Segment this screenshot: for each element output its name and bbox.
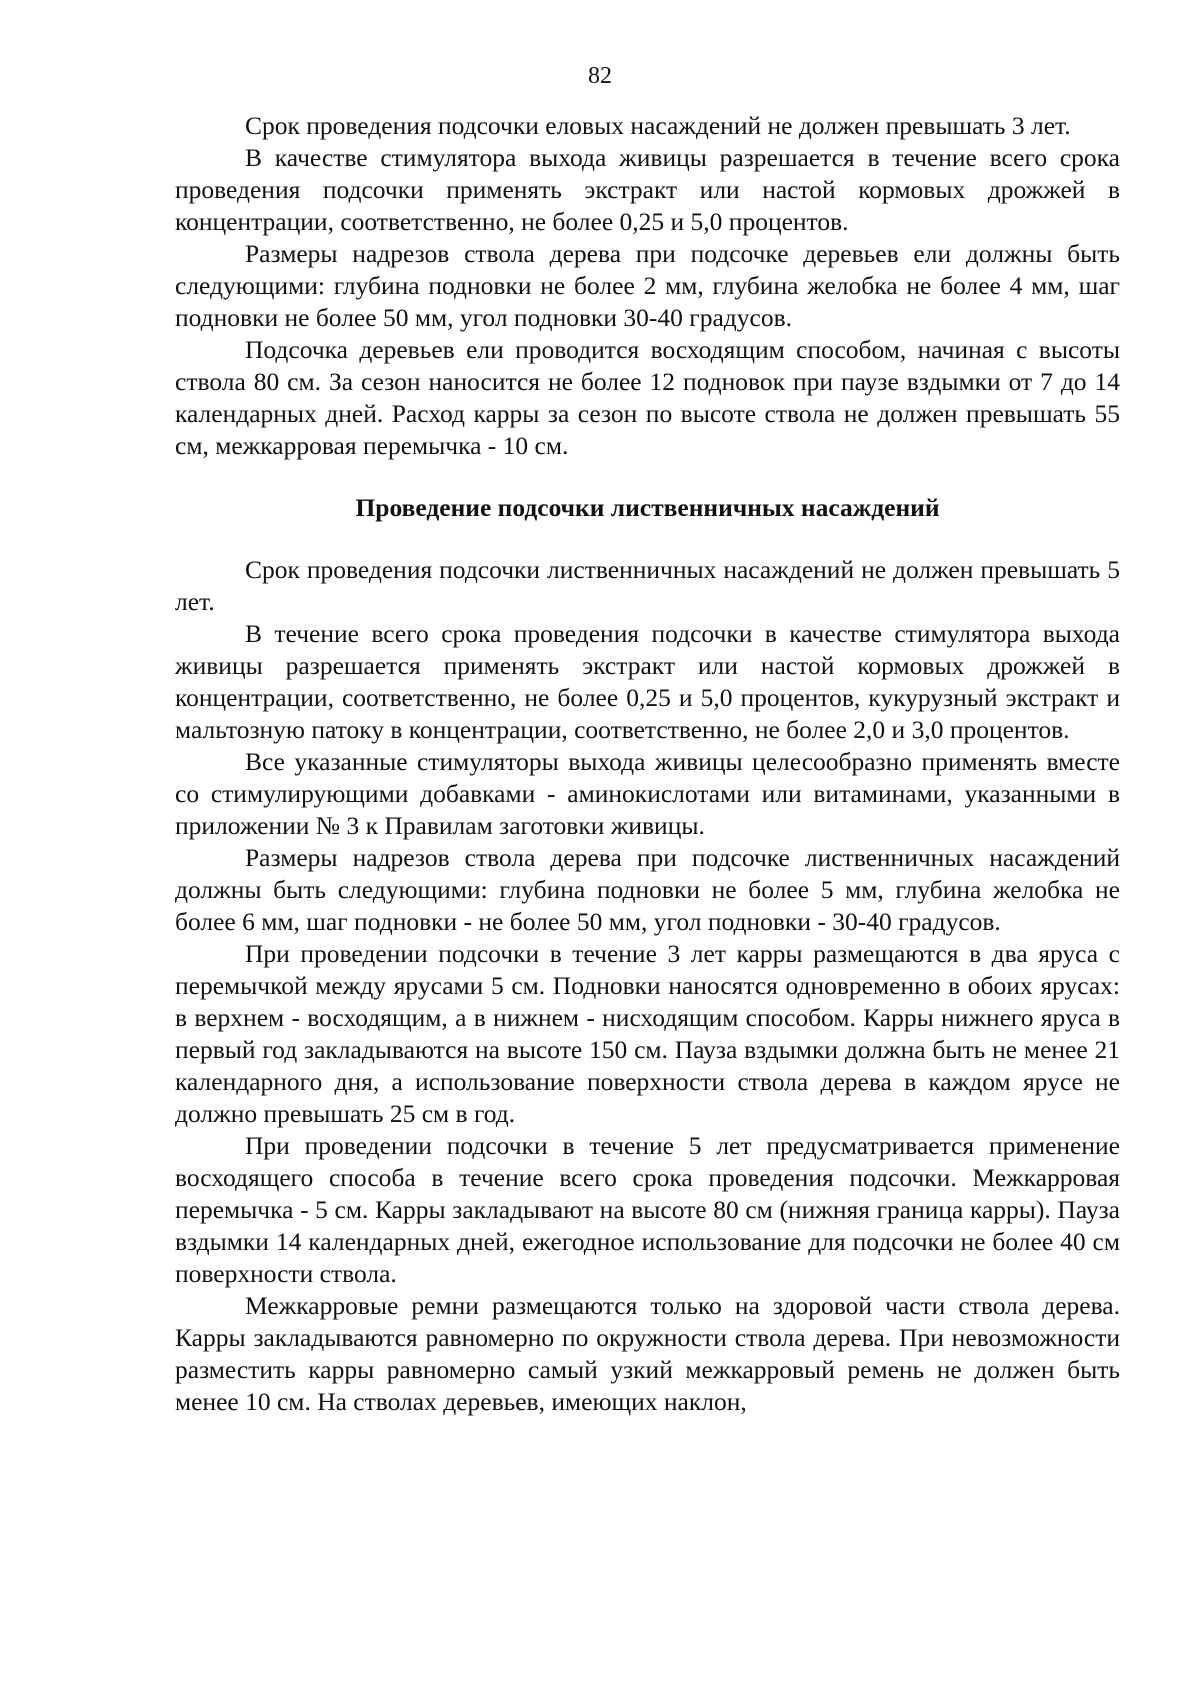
paragraph: Все указанные стимуляторы выхода живицы целесообразно применять вместе со стимулирующими добавками - аминокислотами или витаминами, указанными в приложении № 3 к Правилам заготовки живицы. [175, 747, 1120, 840]
paragraph: Межкарровые ремни размещаются только на здоровой части ствола дерева. Карры закладываются равномерно по окружности ствола дерева. При невозможности разместить карры равномерно самый узкий межкарровый ремень не должен быть менее 10 см. На стволах деревьев, имеющих наклон, [175, 1291, 1120, 1416]
paragraph: В течение всего срока проведения подсочки в качестве стимулятора выхода живицы разрешается применять экстракт или настой кормовых дрожжей в концентрации, соответственно, не более 0,25 и 5,0 процентов, кукурузный экстракт и мальтозную патоку в концентрации, соответственно, не более 2,0 и 3,0 процентов. [175, 619, 1120, 744]
paragraph: При проведении подсочки в течение 3 лет карры размещаются в два яруса с перемычкой между ярусами 5 см. Подновки наносятся одновременно в обоих ярусах: в верхнем - восходящим, а в нижнем - нисходящим способом. Карры нижнего яруса в первый год закладываются на высоте 150 см. Пауза вздымки должна быть не менее 21 календарного дня, а использование поверхности ствола дерева в каждом ярусе не должно превышать 25 см в год. [175, 939, 1120, 1128]
paragraph: Размеры надрезов ствола дерева при подсочке деревьев ели должны быть следующими: глубина подновки не более 2 мм, глубина желобка не более 4 мм, шаг подновки не более 50 мм, угол подновки 30-40 градусов. [175, 239, 1120, 332]
paragraph: Размеры надрезов ствола дерева при подсочке лиственничных насаждений должны быть следующими: глубина подновки не более 5 мм, глубина желобка не более 6 мм, шаг подновки - не более 50 мм, угол подновки - 30-40 градусов. [175, 843, 1120, 936]
page-number: 82 [588, 63, 612, 89]
document-body [175, 110, 1120, 1418]
paragraph: При проведении подсочки в течение 5 лет предусматривается применение восходящего способа в течение всего срока проведения подсочки. Межкарровая перемычка - 5 см. Карры закладывают на высоте 80 см (нижняя граница карры). Пауза вздымки 14 календарных дней, ежегодное использование для подсочки не более 40 см поверхности ствола. [175, 1131, 1120, 1288]
paragraph: В качестве стимулятора выхода живицы разрешается в течение всего срока проведения подсочки применять экстракт или настой кормовых дрожжей в концентрации, соответственно, не более 0,25 и 5,0 процентов. [175, 143, 1120, 236]
section-heading: Проведение подсочки лиственничных насаждений [355, 493, 940, 522]
paragraph: Срок проведения подсочки еловых насаждений не должен превышать 3 лет. [245, 111, 1071, 140]
paragraph: Подсочка деревьев ели проводится восходящим способом, начиная с высоты ствола 80 см. За сезон наносится не более 12 подновок при паузе вздымки от 7 до 14 календарных дней. Расход карры за сезон по высоте ствола не должен превышать 55 см, межкарровая перемычка - 10 см. [175, 335, 1120, 460]
paragraph: Срок проведения подсочки лиственничных насаждений не должен превышать 5 лет. [175, 555, 1120, 616]
